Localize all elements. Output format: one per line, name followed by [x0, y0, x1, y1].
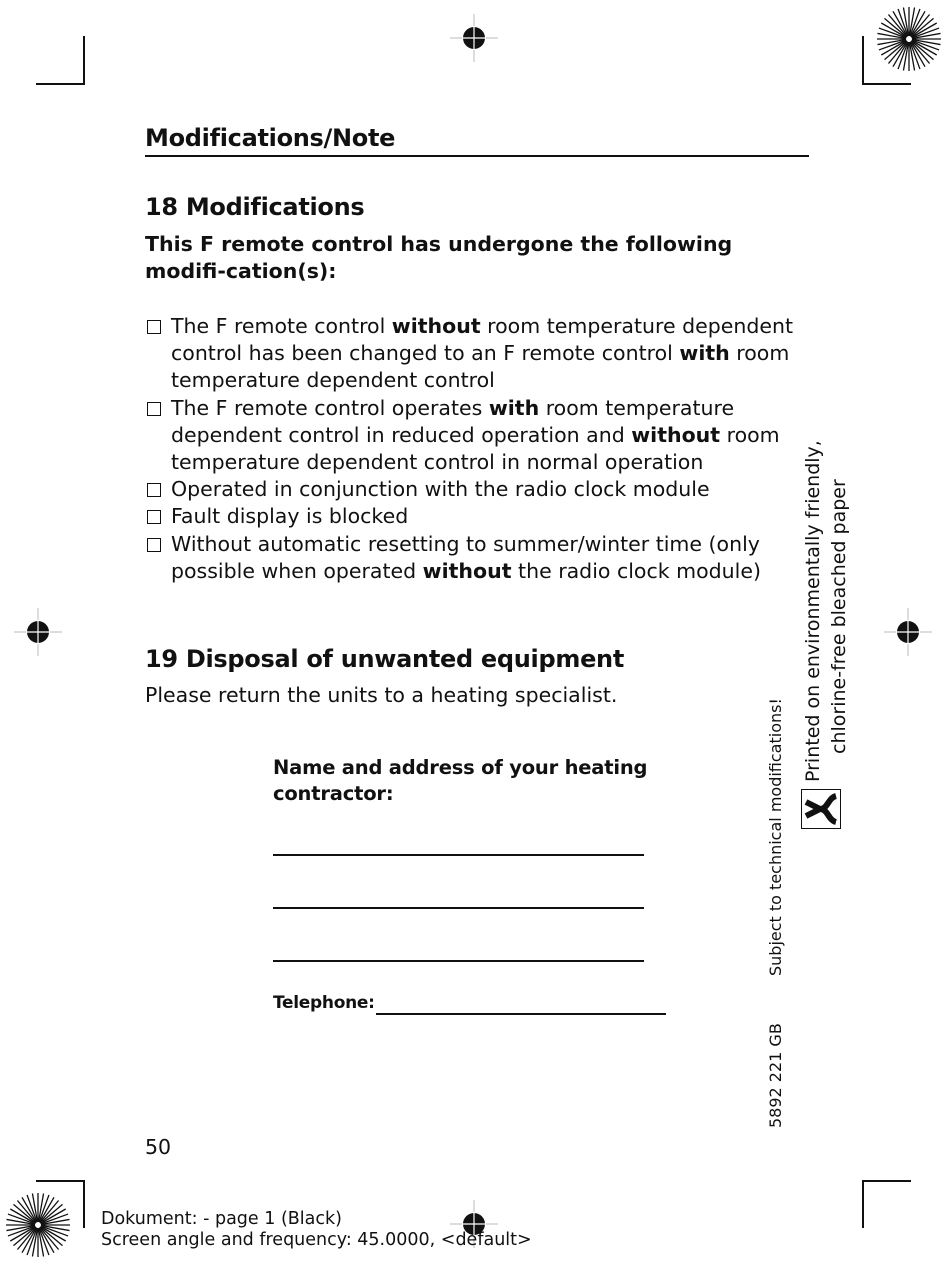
- crop-mark: [83, 36, 85, 84]
- address-line: [273, 907, 644, 909]
- modification-text-bold: with: [679, 341, 730, 366]
- crop-mark: [862, 1180, 864, 1228]
- modification-text: The F remote control: [171, 314, 392, 338]
- checkbox-icon: [147, 510, 161, 524]
- checkbox-icon: [147, 483, 161, 497]
- modification-text: room temperature dependent control in normal operation: [171, 422, 780, 475]
- technical-modifications-notice: Subject to technical modifications!: [766, 698, 785, 976]
- header-rule: [145, 155, 809, 157]
- telephone-label: Telephone:: [273, 993, 375, 1013]
- modifications-list: [145, 313, 810, 585]
- modification-text-bold: without: [422, 558, 512, 583]
- crop-mark: [83, 1180, 85, 1228]
- modification-text: room temperature dependent control: [171, 341, 790, 393]
- checkbox-icon: [147, 538, 161, 552]
- modification-item: [145, 531, 810, 585]
- modification-text-bold: with: [488, 395, 540, 420]
- starburst-mark-icon: [876, 6, 942, 72]
- crop-mark: [862, 83, 911, 85]
- crop-mark: [862, 36, 864, 84]
- registration-mark-icon: [884, 608, 932, 656]
- modification-text: the radio clock module): [511, 558, 761, 583]
- paper-notice: [800, 440, 852, 782]
- checkbox-icon: [147, 402, 161, 416]
- document-number: 5892 221 GB: [766, 1023, 785, 1128]
- print-footer: [101, 1209, 532, 1251]
- footer-document-line: Dokument: - page 1 (Black): [101, 1209, 342, 1229]
- crop-mark: [36, 1180, 85, 1182]
- modification-item: [145, 503, 810, 530]
- paper-notice-line-2: chlorine-free bleached paper: [828, 479, 850, 754]
- address-line: [273, 960, 644, 962]
- section-19-text: Please return the units to a heating specialist.: [145, 683, 618, 707]
- modification-text: Without automatic resetting to summer/winter time (only possible when operated: [171, 531, 760, 583]
- recycling-logo-icon: [801, 789, 841, 829]
- starburst-mark-icon: [5, 1192, 71, 1258]
- modification-item: [145, 395, 810, 477]
- crop-mark: [862, 1180, 911, 1182]
- modification-item: [145, 476, 810, 503]
- page-header-title: Modifications/Note: [145, 124, 396, 152]
- contractor-heading: Name and address of your heating contractor:: [273, 756, 648, 805]
- section-18-intro: This F remote control has undergone the following modifi-cation(s):: [145, 232, 733, 283]
- modification-text: Operated in conjunction with the radio clock module: [171, 477, 710, 502]
- registration-mark-icon: [14, 608, 62, 656]
- footer-screen-angle-line: Screen angle and frequency: 45.0000, <default>: [101, 1230, 532, 1250]
- modification-item: [145, 313, 810, 395]
- modification-text: room temperature dependent control has been changed to an F remote control: [171, 314, 793, 366]
- modification-text: Fault display is blocked: [171, 504, 409, 529]
- paper-notice-line-1: Printed on environmentally friendly,: [802, 440, 824, 782]
- checkbox-icon: [147, 320, 161, 334]
- modification-text-bold: without: [391, 314, 481, 338]
- registration-mark-icon: [450, 14, 498, 62]
- section-19-heading: 19 Disposal of unwanted equipment: [145, 645, 625, 673]
- modification-text-bold: without: [631, 422, 721, 447]
- modification-text: The F remote control operates: [171, 395, 489, 420]
- page-number: 50: [145, 1135, 172, 1159]
- telephone-line: [376, 1013, 666, 1015]
- address-line: [273, 854, 644, 856]
- section-18-heading: 18 Modifications: [145, 193, 365, 221]
- crop-mark: [36, 83, 85, 85]
- modification-text: room temperature dependent control in reduced operation and: [171, 395, 735, 447]
